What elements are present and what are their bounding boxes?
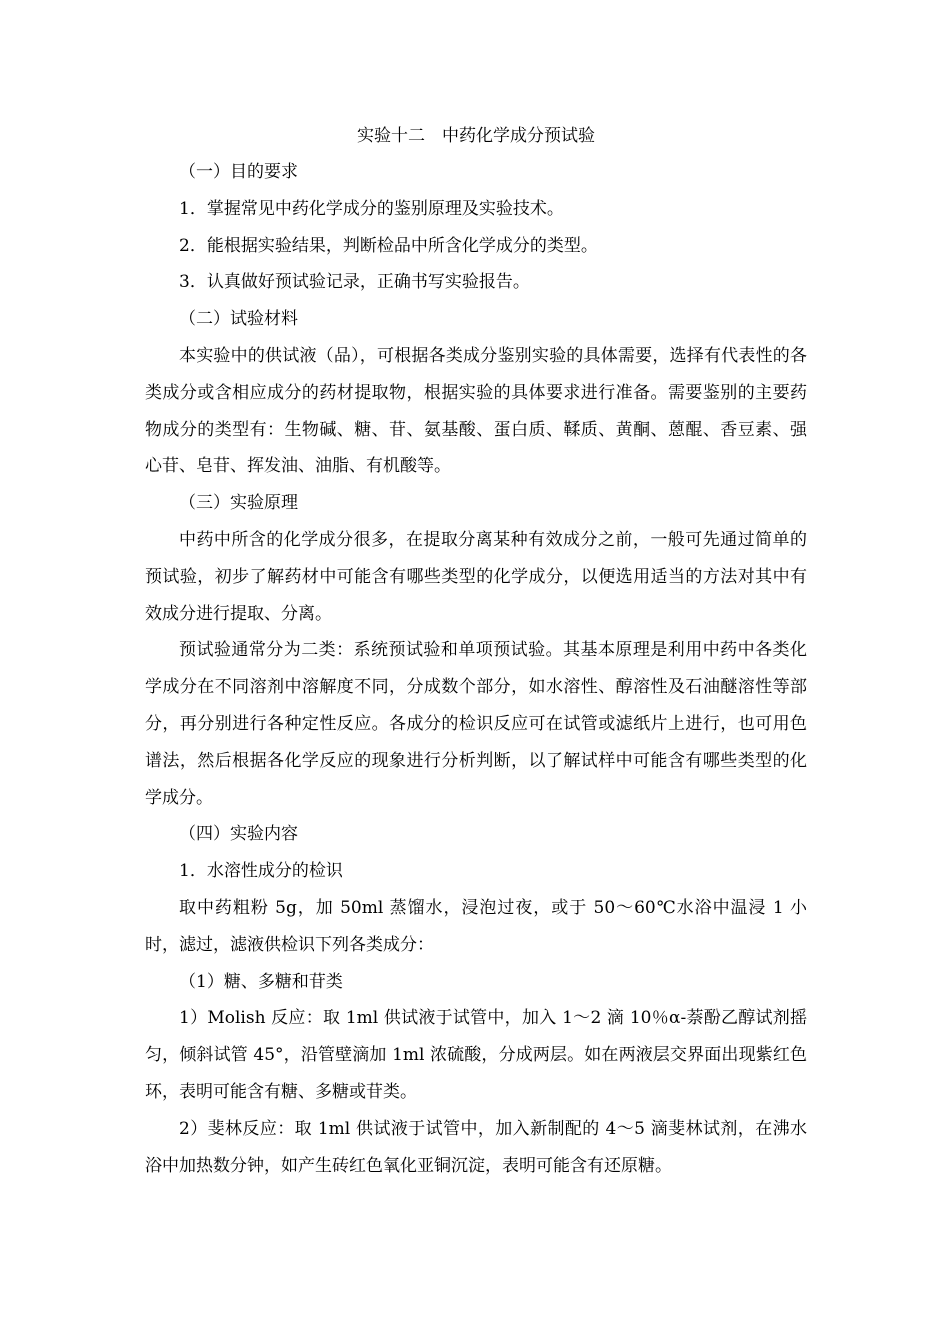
- content-subheading-water-soluble: 1．水溶性成分的检识: [179, 861, 343, 882]
- document-page: [145, 118, 807, 1184]
- molish-reaction-paragraph: 1）Molish 反应：取 1ml 供试液于试管中，加入 1～2 滴 10％α-萘酚乙醇试剂摇匀，倾斜试管 45°，沿管壁滴加 1ml 浓硫酸，分成两层。如在两液层交界面出现紫红色环，表明可能含有糖、多糖或苷类。: [145, 1008, 807, 1102]
- principle-paragraph-2: 预试验通常分为二类：系统预试验和单项预试验。其基本原理是利用中药中各类化学成分在不同溶剂中溶解度不同，分成数个部分，如水溶性、醇溶性及石油醚溶性等部分，再分别进行各种定性反应。各成分的检识反应可在试管或滤纸片上进行，也可用色谱法，然后根据各化学反应的现象进行分析判断，以了解试样中可能含有哪些类型的化学成分。: [145, 640, 807, 808]
- principle-paragraph-1: 中药中所含的化学成分很多，在提取分离某种有效成分之前，一般可先通过简单的预试验，初步了解药材中可能含有哪些类型的化学成分，以便选用适当的方法对其中有效成分进行提取、分离。: [145, 529, 807, 624]
- section-heading-content: （四）实验内容: [179, 824, 298, 845]
- document-title: 实验十二 中药化学成分预试验: [357, 126, 595, 146]
- content-subheading-sugars: （1）糖、多糖和苷类: [179, 971, 343, 992]
- purpose-item-1: 1．掌握常见中药化学成分的鉴别原理及实验技术。: [179, 198, 564, 219]
- purpose-item-3: 3．认真做好预试验记录，正确书写实验报告。: [179, 272, 530, 293]
- section-heading-materials: （二）试验材料: [179, 309, 298, 330]
- section-heading-principle: （三）实验原理: [179, 493, 298, 514]
- purpose-item-2: 2．能根据实验结果，判断检品中所含化学成分的类型。: [179, 235, 598, 256]
- fehling-reaction-paragraph: 2）斐林反应：取 1ml 供试液于试管中，加入新制配的 4～5 滴斐林试剂，在沸水浴中加热数分钟，如产生砖红色氧化亚铜沉淀，表明可能含有还原糖。: [145, 1118, 807, 1176]
- materials-paragraph: 本实验中的供试液（品），可根据各类成分鉴别实验的具体需要，选择有代表性的各类成分或含相应成分的药材提取物，根据实验的具体要求进行准备。需要鉴别的主要药物成分的类型有：生物碱、糖、苷、氨基酸、蛋白质、鞣质、黄酮、蒽醌、香豆素、强心苷、皂苷、挥发油、油脂、有机酸等。: [145, 345, 807, 477]
- section-heading-purpose: （一）目的要求: [179, 162, 298, 182]
- content-preparation-paragraph: 取中药粗粉 5g，加 50ml 蒸馏水，浸泡过夜，或于 50～60℃水浴中温浸 1 小时，滤过，滤液供检识下列各类成分：: [145, 897, 807, 955]
